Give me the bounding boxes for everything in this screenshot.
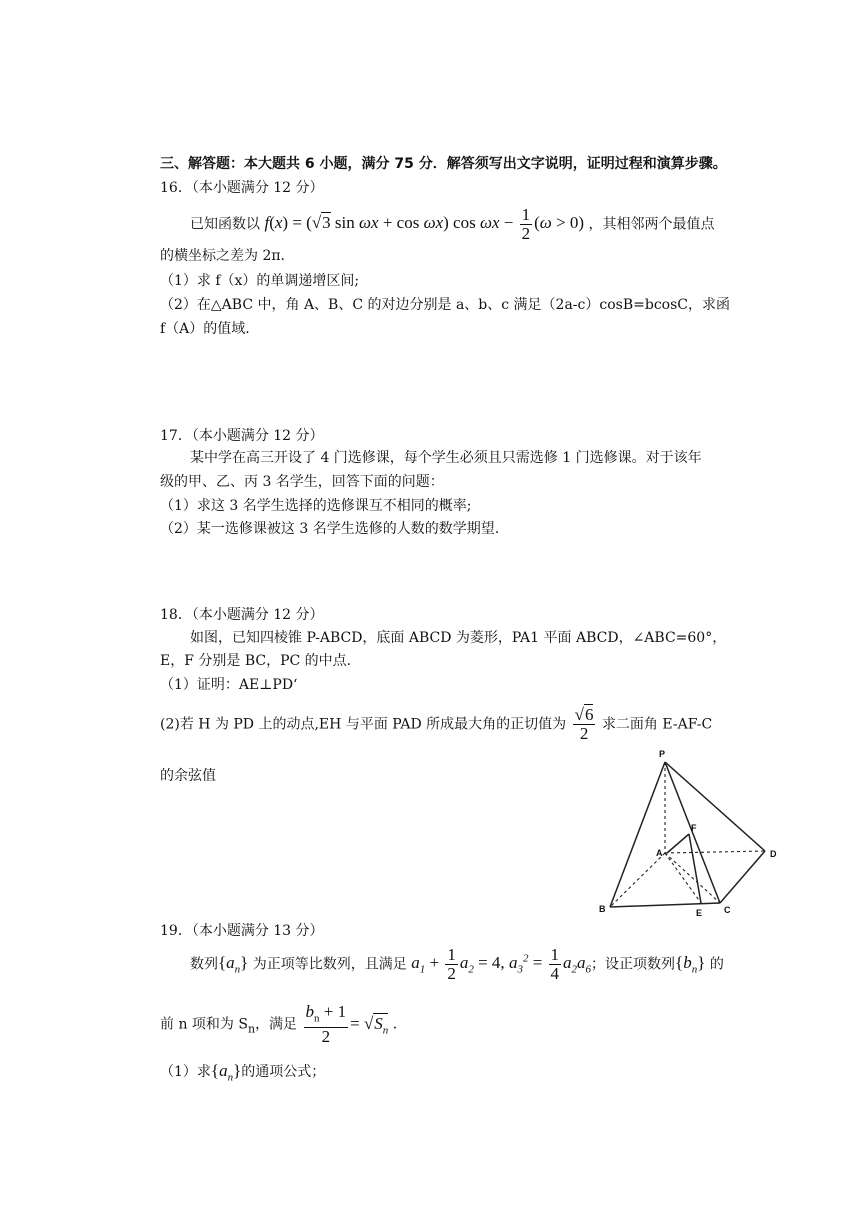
q18-part2-line2: 的余弦值 (160, 768, 216, 784)
edge-pd (665, 762, 765, 851)
q18-part2-prefix: (2)若 H 为 PD 上的动点,EH 与平面 PAD 所成最大角的正切值为 (160, 716, 567, 733)
edge-ae (665, 853, 701, 903)
q18-line1: 如图，已知四棱锥 P-ABCD，底面 ABCD 为菱形，PA1 平面 ABCD，∠ABC=60°， (190, 630, 727, 646)
q16-header: 16．（本小题满分 12 分） (160, 180, 324, 196)
label-c: C (724, 905, 731, 915)
q19-line2-mid: ，满足 (255, 1016, 298, 1033)
q17-part1: （1）求这 3 名学生选择的选修课互不相同的概率; (160, 498, 472, 514)
edge-bc (610, 903, 720, 907)
q18-part2-suffix: 求二面角 E-AF-C (601, 716, 713, 733)
q16-part2-line2: f（A）的值域. (160, 321, 250, 337)
q18-part1: （1）证明：AE⊥PD‘ (160, 677, 298, 693)
q19-part1-prefix: （1）求 (160, 1064, 211, 1080)
edge-fe (689, 834, 701, 903)
edge-pb (610, 762, 665, 907)
label-d: D (770, 849, 777, 859)
q19-condition: $a_1$ + $\frac{1}{2}$ $a_2 = 4$, $a_3^2$ = $\frac{1}{4}$ $a_2a_6$ (411, 945, 592, 983)
q18-part2 (160, 706, 712, 743)
label-f: F (691, 823, 697, 833)
q19-line2-sub: n (247, 1022, 256, 1036)
q19-part1-suffix: 的通项公式； (241, 1064, 326, 1080)
q17-line1: 某中学在高三开设了 4 门选修课，每个学生必须且只需选修 1 门选修课。对于该年 (190, 450, 702, 466)
q19-bn-formula: $\frac{b_n + 1}{2}$ = $√S_n$ (305, 1002, 389, 1047)
q19-line2-suffix: ． (392, 1016, 407, 1033)
label-b: B (599, 904, 606, 914)
edge-ac (665, 853, 720, 903)
q19-line1-mid: 为正项等比数列，且满足 (252, 956, 407, 973)
q18-header: 18．（本小题满分 12 分） (160, 607, 324, 623)
edge-fa (667, 834, 689, 853)
pyramid-figure (595, 745, 795, 925)
q16-part2-line1: （2）在△ABC 中，角 A、B、C 的对边分别是 a、b、c 满足（2a-c）cosB=bcosC，求函 (160, 297, 730, 313)
q17-header: 17．（本小题满分 12 分） (160, 428, 324, 444)
q16-part1: （1）求 f（x）的单调递增区间; (160, 273, 360, 289)
q19-header: 19．（本小题满分 13 分） (160, 923, 324, 939)
q17-line2: 级的甲、乙、丙 3 名学生，回答下面的问题： (160, 474, 444, 490)
label-e: E (696, 908, 703, 918)
q16-line2: 的横坐标之差为 2π． (160, 248, 295, 264)
q19-line1-mid2: ；设正项数列 (591, 956, 676, 973)
q19-line1-prefix: 数列 (190, 956, 218, 973)
q19-line2-prefix: 前 n 项和为 S (160, 1016, 248, 1033)
edge-ad (665, 851, 765, 853)
q19-line1: 数列$\{a_n\}$ 为正项等比数列，且满足 $a_1$ + $\frac{1}{2}$ $a_2 = 4$, $a_3^2$ = $\frac{1}{4}$ $a_2a_6$；设正项数列$\{b_n\}$ 的 (190, 945, 724, 983)
q16-intro-prefix: 已知函数以 (190, 216, 260, 233)
edge-ab (610, 853, 665, 907)
q17-part2: （2）某一选修课被这 3 名学生选修的人数的数学期望. (160, 521, 500, 537)
q18-fraction: $\frac{√6}{2}$ (574, 705, 594, 743)
q19-line1-suffix: 的 (709, 956, 724, 973)
q18-line2: E，F 分别是 BC，PC 的中点. (160, 653, 352, 669)
q16-formula: f(x) = (√3 sin ωx + cos ωx) cos ωx − $\frac{1}{2}$ (ω > 0) (264, 205, 585, 243)
q16-intro (190, 206, 715, 243)
label-p: P (659, 749, 666, 759)
q19-line2 (160, 1003, 407, 1046)
q16-intro-suffix: ，其相邻两个最值点 (588, 216, 715, 233)
label-a: A (656, 848, 663, 858)
edge-cd (720, 851, 765, 903)
q19-part1: （1）求$\{a_n\}$的通项公式； (160, 1061, 326, 1084)
section-heading: 三、解答题：本大题共 6 小题，满分 75 分．解答须写出文字说明，证明过程和演算步骤。 (160, 156, 727, 172)
